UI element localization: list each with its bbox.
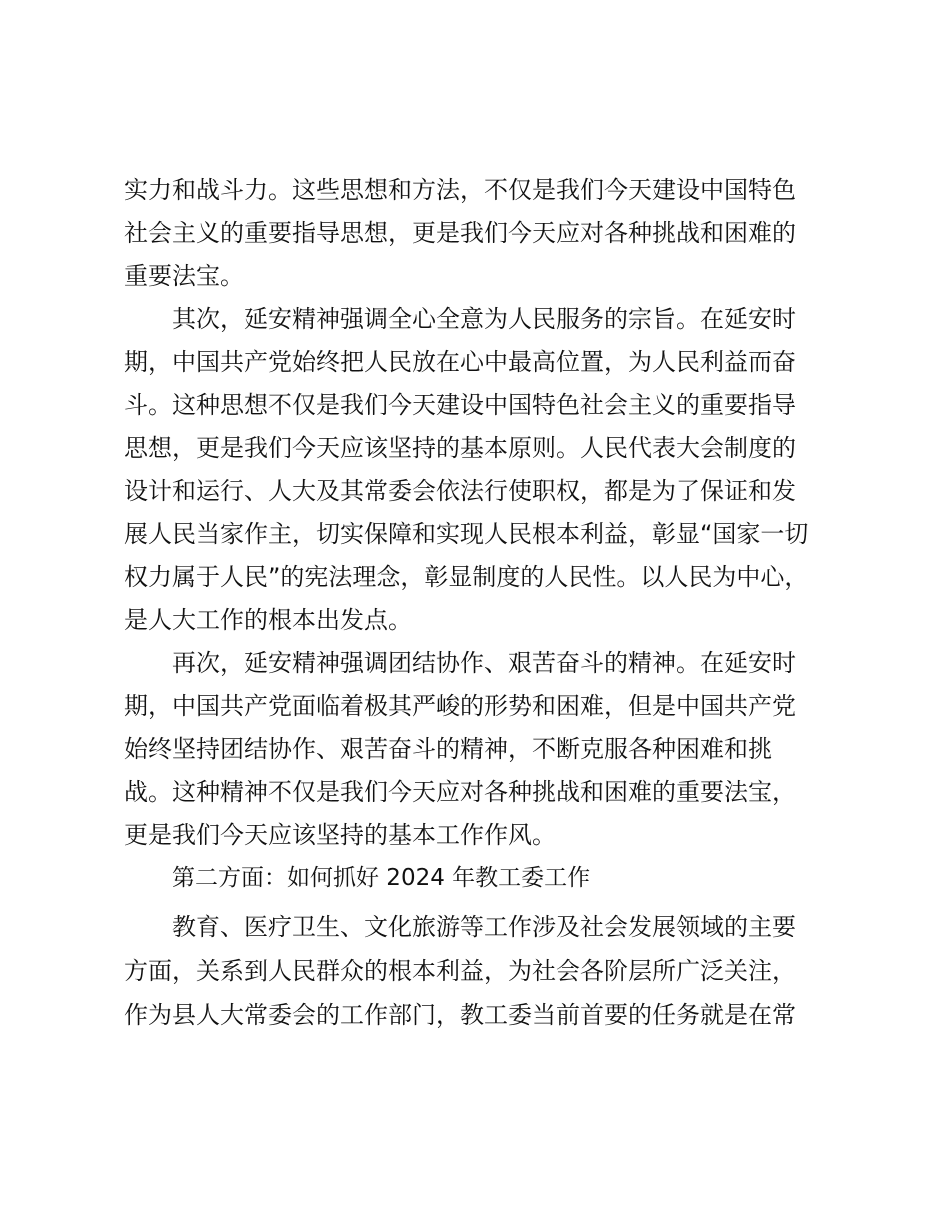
text-line: 权力属于人民”的宪法理念，彰显制度的人民性。以人民为中心， — [124, 563, 809, 591]
section-heading: 第二方面：如何抓好 2024 年教工委工作 — [172, 865, 591, 891]
text-line: 方面，关系到人民群众的根本利益，为社会各阶层所广泛关注， — [124, 957, 796, 985]
text-line: 社会主义的重要指导思想，更是我们今天应对各种挑战和困难的 — [124, 219, 796, 247]
text-line: 作为县人大常委会的工作部门，教工委当前首要的任务就是在常 — [124, 1001, 796, 1029]
paragraph-start-line: 再次，延安精神强调团结协作、艰苦奋斗的精神。在延安时 — [172, 649, 796, 677]
text-line: 实力和战斗力。这些思想和方法，不仅是我们今天建设中国特色 — [124, 176, 796, 204]
text-line: 设计和运行、人大及其常委会依法行使职权，都是为了保证和发 — [124, 477, 796, 505]
paragraph-start-line: 教育、医疗卫生、文化旅游等工作涉及社会发展领域的主要 — [172, 913, 796, 941]
paragraph-start-line: 其次，延安精神强调全心全意为人民服务的宗旨。在延安时 — [172, 305, 796, 333]
text-line: 战。这种精神不仅是我们今天应对各种挑战和困难的重要法宝， — [124, 778, 796, 806]
text-line: 思想，更是我们今天应该坚持的基本原则。人民代表大会制度的 — [124, 434, 796, 462]
text-line: 重要法宝。 — [124, 262, 244, 290]
text-line: 斗。这种思想不仅是我们今天建设中国特色社会主义的重要指导 — [124, 391, 796, 419]
text-line: 是人大工作的根本出发点。 — [124, 606, 412, 634]
text-line: 展人民当家作主，切实保障和实现人民根本利益，彰显“国家一切 — [124, 520, 809, 548]
text-line: 期，中国共产党面临着极其严峻的形势和困难，但是中国共产党 — [124, 692, 796, 720]
text-line: 始终坚持团结协作、艰苦奋斗的精神，不断克服各种困难和挑 — [124, 735, 772, 763]
text-line: 期，中国共产党始终把人民放在心中最高位置，为人民利益而奋 — [124, 348, 796, 376]
text-line: 更是我们今天应该坚持的基本工作作风。 — [124, 821, 556, 849]
